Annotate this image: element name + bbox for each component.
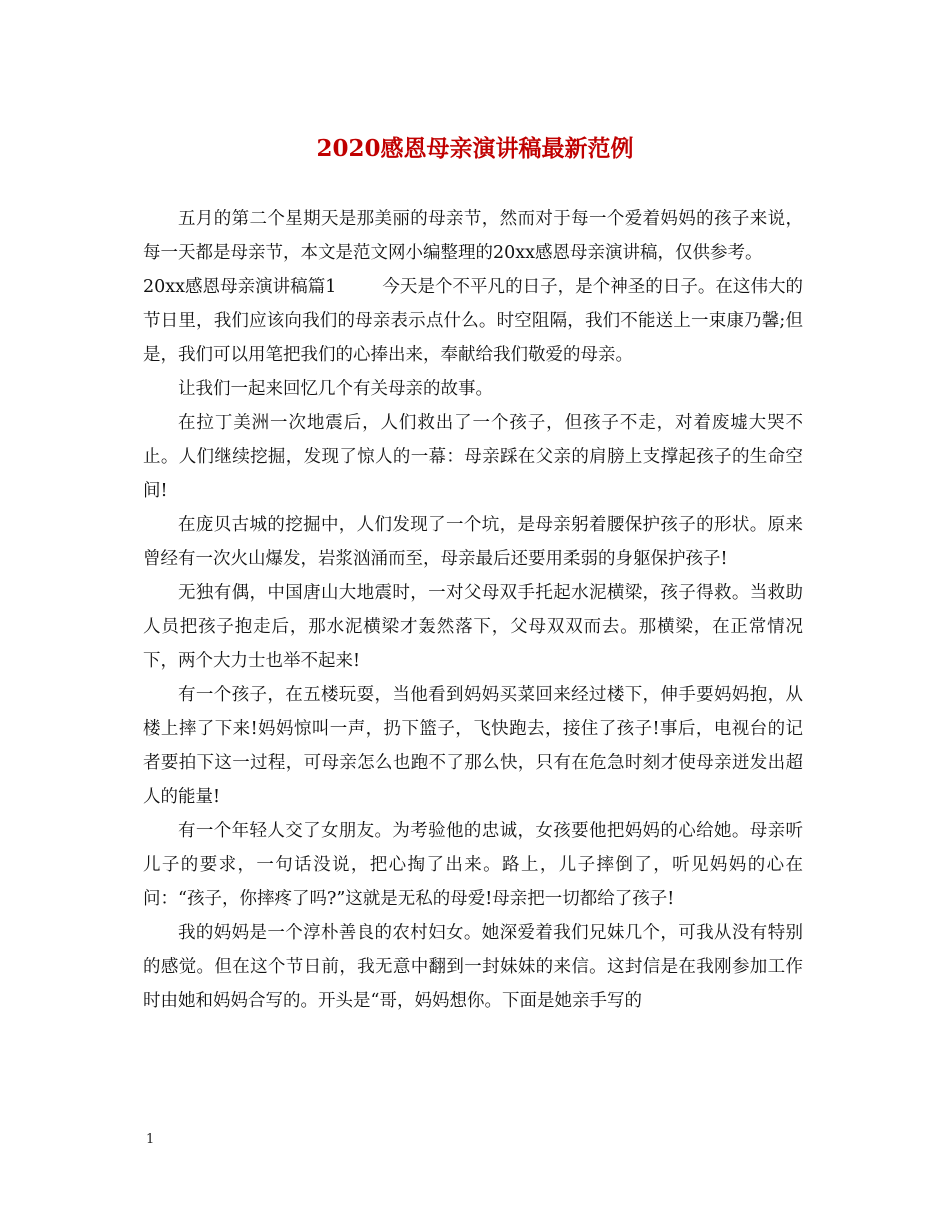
document-body	[143, 202, 803, 1018]
page-number: 1	[146, 1132, 155, 1147]
document-title: 2020感恩母亲演讲稿最新范例	[316, 135, 634, 162]
paragraph-stories-intro: 让我们一起来回忆几个有关母亲的故事。	[178, 379, 493, 399]
paragraph-young-man: 有一个年轻人交了女朋友。为考验他的忠诚，女孩要他把妈妈的心给她。母亲听儿子的要求，一句话没说，把心掏了出来。路上，儿子摔倒了，听见妈妈的心在问：“孩子，你摔疼了吗?”这就是无私的母爱!母亲把一切都给了孩子!	[143, 821, 803, 909]
paragraph-tangshan: 无独有偶，中国唐山大地震时，一对父母双手托起水泥横梁，孩子得救。当救助人员把孩子抱走后，那水泥横梁才轰然落下，父母双双而去。那横梁，在正常情况下，两个大力士也举不起来!	[143, 583, 803, 671]
section-heading: 20xx感恩母亲演讲稿篇1	[143, 277, 337, 297]
paragraph-latin-america: 在拉丁美洲一次地震后，人们救出了一个孩子，但孩子不走，对着废墟大哭不止。人们继续挖掘，发现了惊人的一幕：母亲踩在父亲的肩膀上支撑起孩子的生命空间!	[143, 413, 803, 501]
section-paragraph	[143, 270, 803, 372]
paragraph-pompeii: 在庞贝古城的挖掘中，人们发现了一个坑，是母亲躬着腰保护孩子的形状。原来曾经有一次火山爆发，岩浆汹涌而至，母亲最后还要用柔弱的身躯保护孩子!	[143, 515, 803, 569]
section-text: 今天是个不平凡的日子，是个神圣的日子。在这伟大的节日里，我们应该向我们的母亲表示点什么。时空阻隔，我们不能送上一束康乃馨;但是，我们可以用笔把我们的心捧出来，奉献给我们敬爱的母亲。	[143, 277, 803, 365]
paragraph-intro: 五月的第二个星期天是那美丽的母亲节，然而对于每一个爱着妈妈的孩子来说，每一天都是母亲节，本文是范文网小编整理的20xx感恩母亲演讲稿，仅供参考。	[143, 209, 803, 263]
paragraph-my-mother: 我的妈妈是一个淳朴善良的农村妇女。她深爱着我们兄妹几个，可我从没有特别的感觉。但在这个节日前，我无意中翻到一封妹妹的来信。这封信是在我刚参加工作时由她和妈妈合写的。开头是“哥，妈妈想你。下面是她亲手写的	[143, 923, 803, 1011]
paragraph-fifth-floor: 有一个孩子，在五楼玩耍，当他看到妈妈买菜回来经过楼下，伸手要妈妈抱，从楼上摔了下来!妈妈惊叫一声，扔下篮子，飞快跑去，接住了孩子!事后，电视台的记者要拍下这一过程，可母亲怎么也跑不了那么快，只有在危急时刻才使母亲迸发出超人的能量!	[143, 685, 803, 807]
